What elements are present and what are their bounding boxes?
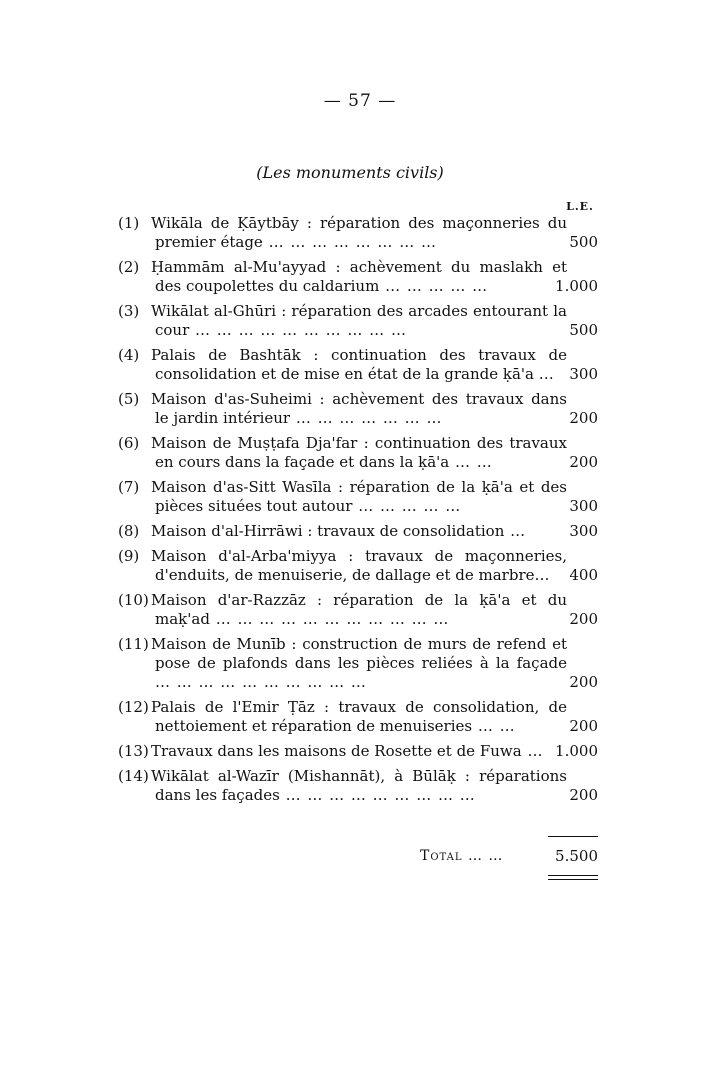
dot-leader: … — [521, 742, 544, 760]
entries-list — [118, 214, 608, 811]
entry-text — [118, 635, 567, 692]
entry-text — [118, 698, 567, 736]
entry-amount: 200 — [569, 786, 598, 804]
entry-description: Wikāla de Ḳāytbāy : réparation des maçonneries du premier étage — [151, 214, 567, 251]
dot-leader: … … — [449, 453, 493, 471]
page-number: — 57 — — [323, 91, 397, 111]
entry-amount: 1.000 — [555, 742, 598, 760]
total-row — [420, 848, 503, 864]
entry-number: (1) — [118, 214, 140, 232]
entry-description: Travaux dans les maisons de Rosette et de Fuwa — [151, 742, 522, 760]
list-item — [118, 302, 608, 340]
dot-leader: … — [504, 522, 527, 540]
entry-description: Wikālat al-Ghūri : réparation des arcades entourant la cour — [151, 302, 567, 339]
entry-number: (5) — [118, 390, 140, 408]
entry-amount: 200 — [569, 717, 598, 735]
entry-text — [118, 478, 567, 516]
entry-text — [118, 522, 567, 541]
entry-description: Maison d'as-Sitt Wasīla : réparation de la ḳā'a et des pièces situées tout autour — [151, 478, 567, 515]
entry-amount: 200 — [569, 409, 598, 427]
total-leader: … … — [467, 848, 504, 864]
currency-label: L.E. — [566, 200, 594, 213]
entry-text — [118, 547, 567, 585]
list-item — [118, 434, 608, 472]
list-item — [118, 767, 608, 805]
entry-number: (4) — [118, 346, 140, 364]
entry-number: (13) — [118, 742, 149, 760]
dot-leader: … … … … … … … … … … — [155, 673, 367, 691]
dot-leader: … … … … … … … … … … — [189, 321, 407, 339]
entry-amount: 1.000 — [555, 277, 598, 295]
entry-description: Ḥammām al-Mu'ayyad : achèvement du maslakh et des coupolettes du caldarium — [151, 258, 567, 295]
entry-number: (11) — [118, 635, 149, 653]
entry-number: (12) — [118, 698, 149, 716]
total-amount: 5.500 — [555, 847, 598, 865]
total-label: Total — [420, 848, 463, 864]
entry-description: Maison d'al-Hirrāwi : travaux de consolidation — [151, 522, 505, 540]
entry-number: (7) — [118, 478, 140, 496]
entry-amount: 200 — [569, 673, 598, 691]
list-item — [118, 547, 608, 585]
entry-description: Wikālat al-Wazīr (Mishannāt), à Būlāḳ : réparations dans les façades — [151, 767, 567, 804]
section-title: (Les monuments civils) — [256, 163, 444, 182]
list-item — [118, 742, 608, 761]
entry-amount: 200 — [569, 610, 598, 628]
total-double-rule — [548, 875, 598, 880]
entry-number: (2) — [118, 258, 140, 276]
entry-text — [118, 742, 567, 761]
list-item — [118, 522, 608, 541]
entry-number: (6) — [118, 434, 140, 452]
entry-number: (3) — [118, 302, 140, 320]
list-item — [118, 698, 608, 736]
list-item — [118, 258, 608, 296]
entry-description: Maison d'ar-Razzāz : réparation de la ḳā'a et du maḳ'ad — [151, 591, 567, 628]
entry-text — [118, 214, 567, 252]
list-item — [118, 214, 608, 252]
dot-leader: … … … … … … … … … — [279, 786, 476, 804]
list-item — [118, 478, 608, 516]
entry-amount: 400 — [569, 566, 598, 584]
entry-text — [118, 434, 567, 472]
dot-leader: … … … … … — [379, 277, 489, 295]
list-item — [118, 635, 608, 692]
entry-number: (14) — [118, 767, 149, 785]
list-item — [118, 591, 608, 629]
entry-text — [118, 390, 567, 428]
entry-text — [118, 767, 567, 805]
entry-amount: 300 — [569, 365, 598, 383]
entry-description: Palais de Bashtāk : continuation des travaux de consolidation et de mise en état de la grande ḳā'a … — [151, 346, 567, 383]
entry-description: Maison de Munīb : construction de murs de refend et pose de plafonds dans les pièces reliées à la façade — [151, 635, 567, 672]
entry-description: Maison d'as-Suheimi : achèvement des travaux dans le jardin intérieur — [151, 390, 567, 427]
list-item — [118, 346, 608, 384]
entry-text — [118, 591, 567, 629]
entry-amount: 500 — [569, 321, 598, 339]
entry-text — [118, 258, 567, 296]
entry-number: (10) — [118, 591, 149, 609]
dot-leader: … … — [472, 717, 516, 735]
dot-leader: … … … … … … … … — [262, 233, 437, 251]
total-rule — [548, 836, 598, 837]
entry-description: Maison d'al-Arba'miyya : travaux de maçonneries, d'enduits, de menuiserie, de dallage et de marbre… — [151, 547, 567, 584]
entry-description: Palais de l'Emir Ṭāz : travaux de consolidation, de nettoiement et réparation de menuiseries — [151, 698, 567, 735]
dot-leader: … … … … … … … … … … … — [209, 610, 450, 628]
entry-text — [118, 346, 567, 384]
entry-number: (8) — [118, 522, 140, 540]
entry-amount: 500 — [569, 233, 598, 251]
entry-text — [118, 302, 567, 340]
entry-amount: 300 — [569, 497, 598, 515]
entry-amount: 300 — [569, 522, 598, 540]
entry-description: Maison de Muṣṭafa Dja'far : continuation des travaux en cours dans la façade et dans la ḳā'a — [151, 434, 567, 471]
entry-number: (9) — [118, 547, 140, 565]
dot-leader: … … … … … — [352, 497, 462, 515]
dot-leader: … … … … … … … — [290, 409, 443, 427]
entry-amount: 200 — [569, 453, 598, 471]
list-item — [118, 390, 608, 428]
